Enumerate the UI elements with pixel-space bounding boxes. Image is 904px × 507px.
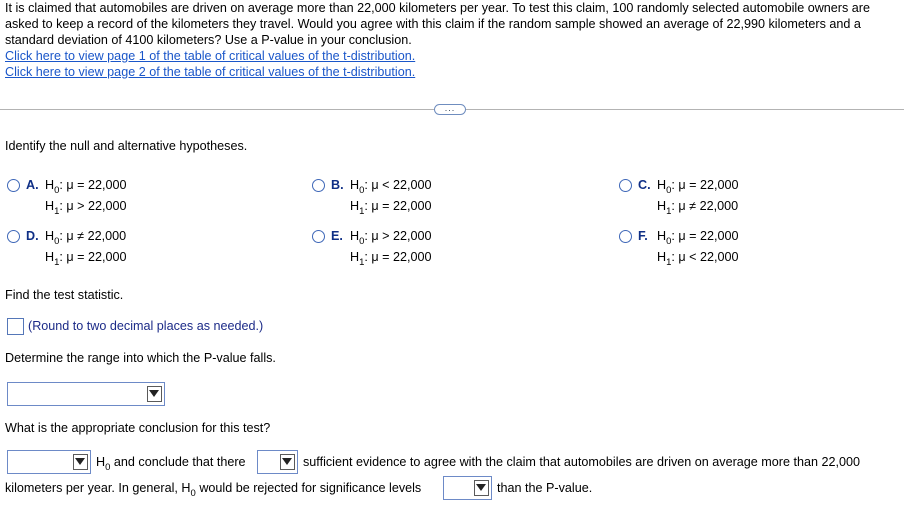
radio-circle-icon[interactable] bbox=[7, 179, 20, 192]
option-f[interactable] bbox=[619, 229, 819, 268]
alternative-hypothesis: $H_1$: μ ≠ 22,000 bbox=[657, 199, 739, 217]
test-statistic-prompt: Find the test statistic. bbox=[5, 288, 124, 302]
null-hypothesis: $H_0$: μ = 22,000 bbox=[45, 178, 127, 196]
option-letter: C. bbox=[638, 178, 651, 192]
option-letter: B. bbox=[331, 178, 344, 192]
radio-circle-icon[interactable] bbox=[619, 179, 632, 192]
null-hypothesis: $H_0$: μ > 22,000 bbox=[350, 229, 432, 247]
option-letter: E. bbox=[331, 229, 343, 243]
conclusion-text-2: sufficient evidence to agree with the claim that automobiles are driven on average more than 22,000 bbox=[303, 455, 861, 469]
rounding-hint: (Round to two decimal places as needed.) bbox=[28, 319, 264, 333]
t-table-page1-link[interactable]: Click here to view page 1 of the table of critical values of the t-distribution. bbox=[5, 48, 416, 63]
option-b[interactable] bbox=[312, 178, 512, 217]
conclusion-text-3: kilometers per year. In general, $H_0$ would be rejected for significance levels bbox=[5, 481, 422, 499]
significance-comparison-dropdown[interactable] bbox=[443, 476, 492, 500]
test-statistic-input[interactable] bbox=[7, 318, 24, 335]
expand-ellipsis-button[interactable]: ... bbox=[434, 104, 466, 115]
problem-text: It is claimed that automobiles are driven on average more than 22,000 kilometers per year. To test this claim, 100 randomly selected automobile owners are asked to keep a record of the kilometers they travel. Would you agree with this claim if the random sample showed an average of 22,990 kilometers and a standard deviation of 4100 kilometers? Use a P-value in your conclusion. bbox=[5, 1, 870, 47]
radio-circle-icon[interactable] bbox=[312, 179, 325, 192]
radio-circle-icon[interactable] bbox=[312, 230, 325, 243]
dropdown-arrow-icon bbox=[280, 454, 295, 470]
hypotheses-prompt: Identify the null and alternative hypotheses. bbox=[5, 139, 248, 153]
option-d[interactable] bbox=[7, 229, 207, 268]
radio-circle-icon[interactable] bbox=[619, 230, 632, 243]
alternative-hypothesis: $H_1$: μ = 22,000 bbox=[350, 250, 432, 268]
evidence-dropdown[interactable] bbox=[257, 450, 298, 474]
alternative-hypothesis: $H_1$: μ = 22,000 bbox=[45, 250, 127, 268]
pvalue-range-dropdown[interactable] bbox=[7, 382, 165, 406]
conclusion-prompt: What is the appropriate conclusion for this test? bbox=[5, 421, 271, 435]
null-hypothesis: $H_0$: μ < 22,000 bbox=[350, 178, 432, 196]
null-hypothesis: $H_0$: μ ≠ 22,000 bbox=[45, 229, 127, 247]
alternative-hypothesis: $H_1$: μ = 22,000 bbox=[350, 199, 432, 217]
option-e[interactable] bbox=[312, 229, 512, 268]
problem-statement bbox=[5, 1, 899, 81]
null-hypothesis: $H_0$: μ = 22,000 bbox=[657, 229, 739, 247]
option-letter: A. bbox=[26, 178, 39, 192]
t-table-page2-link[interactable]: Click here to view page 2 of the table of critical values of the t-distribution. bbox=[5, 64, 416, 79]
option-c[interactable] bbox=[619, 178, 819, 217]
option-a[interactable] bbox=[7, 178, 207, 217]
option-letter: F. bbox=[638, 229, 648, 243]
conclusion-text-4: than the P-value. bbox=[497, 481, 593, 495]
radio-circle-icon[interactable] bbox=[7, 230, 20, 243]
option-letter: D. bbox=[26, 229, 39, 243]
alternative-hypothesis: $H_1$: μ < 22,000 bbox=[657, 250, 739, 268]
conclusion-text-1: $H_0$ and conclude that there bbox=[96, 455, 246, 473]
dropdown-arrow-icon bbox=[73, 454, 88, 470]
alternative-hypothesis: $H_1$: μ > 22,000 bbox=[45, 199, 127, 217]
null-hypothesis: $H_0$: μ = 22,000 bbox=[657, 178, 739, 196]
dropdown-arrow-icon bbox=[147, 386, 162, 402]
reject-decision-dropdown[interactable] bbox=[7, 450, 91, 474]
pvalue-range-prompt: Determine the range into which the P-value falls. bbox=[5, 351, 276, 365]
dropdown-arrow-icon bbox=[474, 480, 489, 496]
